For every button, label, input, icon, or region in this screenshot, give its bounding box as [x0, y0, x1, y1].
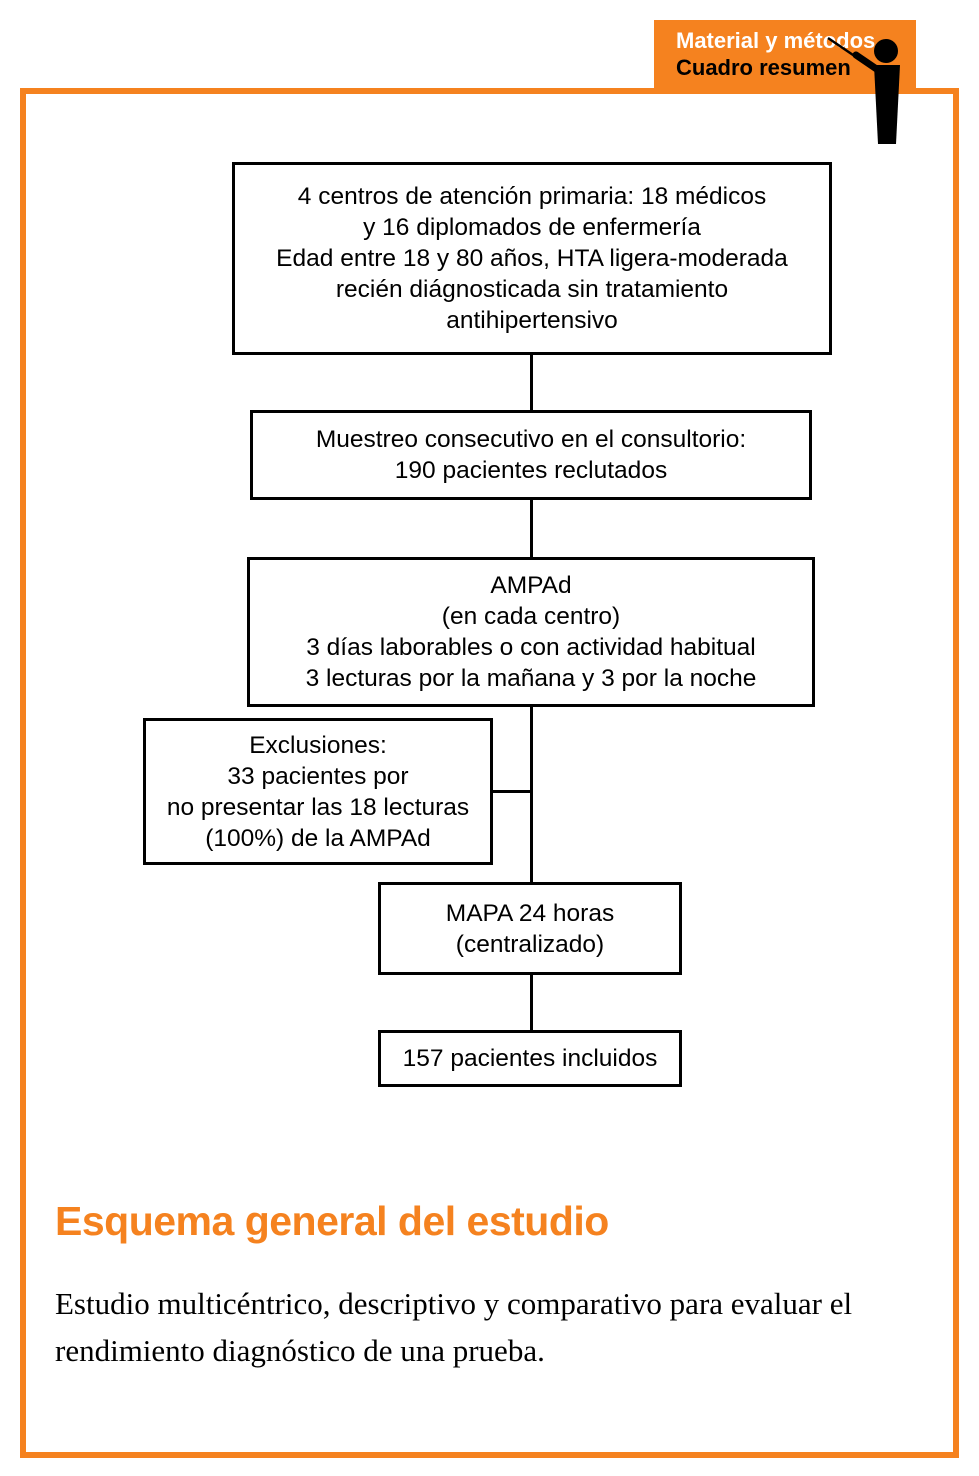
flowchart-box-exclusiones — [143, 718, 493, 865]
flowchart-box-centros — [232, 162, 832, 355]
connector-centros-muestreo — [530, 353, 533, 412]
box-text-line: y 16 diplomados de enfermería — [363, 214, 701, 241]
flowchart-box-muestreo — [250, 410, 812, 500]
connector-mapa-incluidos — [530, 973, 533, 1032]
box-text-line: Muestreo consecutivo en el consultorio: — [315, 426, 747, 453]
flowchart-box-incluidos — [378, 1030, 682, 1087]
connector-muestreo-ampad — [530, 498, 533, 559]
box-text-line: 3 lecturas por la mañana y 3 por la noche — [305, 665, 757, 692]
box-text-line: (centralizado) — [455, 930, 605, 958]
box-text-line: Edad entre 18 y 80 años, HTA ligera-moderada — [276, 245, 788, 272]
badge-subtitle: Cuadro resumen — [676, 55, 851, 80]
box-text-line: recién diágnosticada sin tratamiento — [335, 276, 729, 303]
study-description-paragraph: Estudio multicéntrico, descriptivo y comparativo para evaluar el rendimiento diagnóstico de una prueba. — [55, 1286, 853, 1368]
section-heading: Esquema general del estudio — [55, 1198, 609, 1244]
box-text-line: Exclusiones: — [249, 731, 387, 759]
connector-ampad-mapa — [530, 705, 533, 884]
flowchart-box-mapa — [378, 882, 682, 975]
box-text-line: 33 pacientes por — [227, 762, 409, 790]
flowchart-box-ampad — [247, 557, 815, 707]
box-text-line: (en cada centro) — [441, 603, 621, 630]
presenter-person-icon — [820, 26, 930, 148]
box-text-line: 157 pacientes incluidos — [402, 1045, 658, 1072]
box-text-line: MAPA 24 horas — [445, 899, 615, 927]
box-text-line: no presentar las 18 lecturas — [166, 793, 470, 821]
box-text-line: 4 centros de atención primaria: 18 médicos — [297, 183, 767, 210]
box-text-line: 3 días laborables o con actividad habitual — [306, 634, 756, 661]
box-text-line: 190 pacientes reclutados — [394, 457, 668, 484]
connector-exclusiones-branch — [491, 790, 532, 793]
box-text-line: (100%) de la AMPAd — [205, 824, 431, 852]
badge-title: Material y métodos — [676, 28, 876, 53]
box-text-line: antihipertensivo — [446, 307, 618, 334]
box-text-line: AMPAd — [490, 572, 572, 599]
